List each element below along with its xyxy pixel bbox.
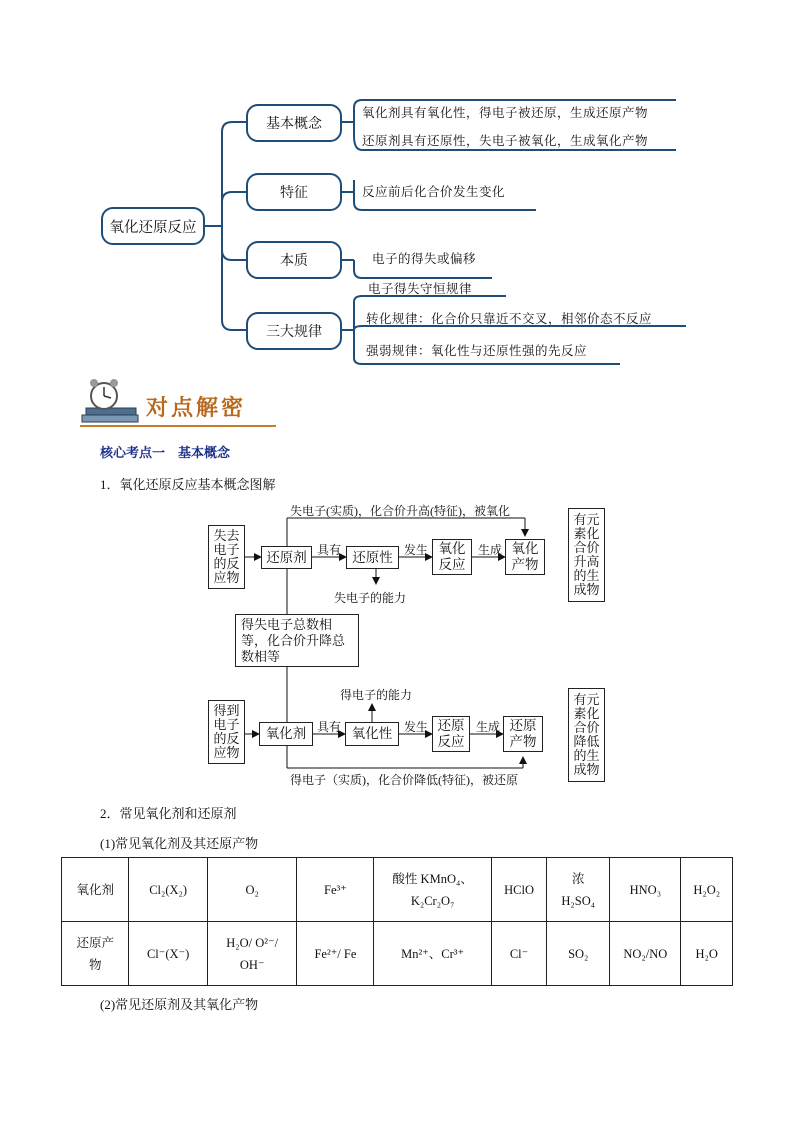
right-top-result-box: 有元素化合价升高的生成物 xyxy=(568,508,605,602)
table-cell: H₂O/ O²⁻/ OH⁻ xyxy=(207,922,297,986)
top-arrow-label: 失电子(实质)，化合价升高(特征)，被氧化 xyxy=(290,504,510,518)
lose-electron-reactant-box: 失去电子的反应物 xyxy=(208,525,245,589)
bottom-arrow-label: 得电子（实质)，化合价降低(特征)，被还原 xyxy=(290,773,518,787)
mindmap-leaf: 强弱规律：氧化性与还原性强的先反应 xyxy=(366,343,588,358)
table-cell: Fe²⁺/ Fe xyxy=(297,922,374,986)
oxidizer-box: 氧化剂 xyxy=(259,722,313,746)
sub2-title: (2)常见还原剂及其氧化产物 xyxy=(100,997,259,1012)
mindmap-leaf: 还原剂具有还原性，失电子被氧化，生成氧化产物 xyxy=(362,133,649,148)
oxidizing-property-box: 氧化性 xyxy=(345,722,399,746)
produce-label-1: 生成 xyxy=(478,543,503,557)
table-cell: H₂O xyxy=(681,922,733,986)
table-cell: Cl⁻(X⁻) xyxy=(129,922,207,986)
has-label-2: 具有 xyxy=(317,720,342,734)
mindmap-leaf: 反应前后化合价发生变化 xyxy=(362,184,506,199)
table-cell: O₂ xyxy=(207,858,297,922)
table-cell: 酸性 KMnO₄、 K₂Cr₂O₇ xyxy=(374,858,491,922)
mindmap-leaf: 电子的得失或偏移 xyxy=(372,251,477,266)
occur-label-1: 发生 xyxy=(404,543,429,557)
table-cell: 浓 H₂SO₄ xyxy=(547,858,610,922)
table-cell: Mn²⁺、Cr³⁺ xyxy=(374,922,491,986)
banner-title: 对点解密 xyxy=(146,396,247,421)
branch-three-rules: 三大规律 xyxy=(246,312,342,350)
mindmap-root: 氧化还原反应 xyxy=(101,207,205,245)
lose-ability-label: 失电子的能力 xyxy=(334,591,407,605)
table-cell: 氧化剂 xyxy=(62,858,129,922)
oxidizer-table xyxy=(61,857,733,986)
table-cell: NO₂/NO xyxy=(610,922,681,986)
produce-label-2: 生成 xyxy=(476,720,501,734)
table-cell: HClO xyxy=(491,858,546,922)
table-row xyxy=(62,858,733,922)
has-label-1: 具有 xyxy=(317,543,342,557)
reduction-reaction-box: 还原反应 xyxy=(432,716,470,752)
section-heading: 核心考点一 基本概念 xyxy=(100,446,231,461)
oxidation-reaction-box: 氧化反应 xyxy=(432,539,472,575)
table-row xyxy=(62,922,733,986)
reduction-product-box: 还原产物 xyxy=(503,716,543,752)
table-cell: HNO₃ xyxy=(610,858,681,922)
branch-feature: 特征 xyxy=(246,173,342,211)
mindmap-leaf: 电子得失守恒规律 xyxy=(368,281,473,296)
table-cell: Fe³⁺ xyxy=(297,858,374,922)
table-cell: Cl⁻ xyxy=(491,922,546,986)
reducing-property-box: 还原性 xyxy=(346,546,399,569)
oxidation-product-box: 氧化产物 xyxy=(505,539,545,575)
gain-ability-label: 得电子的能力 xyxy=(340,688,413,702)
table-cell: H₂O₂ xyxy=(681,858,733,922)
reducer-box: 还原剂 xyxy=(261,546,312,569)
mindmap-leaf: 氧化剂具有氧化性，得电子被还原，生成还原产物 xyxy=(362,105,649,120)
sub1-title: (1)常见氧化剂及其还原产物 xyxy=(100,836,259,851)
table-cell: Cl₂(X₂) xyxy=(129,858,207,922)
branch-essence: 本质 xyxy=(246,241,342,279)
table-cell: SO₂ xyxy=(547,922,610,986)
occur-label-2: 发生 xyxy=(404,720,429,734)
right-bottom-result-box: 有元素化合价降低的生成物 xyxy=(568,688,605,782)
item2-title: 2．常见氧化剂和还原剂 xyxy=(100,806,237,821)
item1-title: 1．氧化还原反应基本概念图解 xyxy=(100,477,276,492)
branch-basic-concept: 基本概念 xyxy=(246,104,342,142)
mindmap-leaf: 转化规律：化合价只靠近不交叉，相邻价态不反应 xyxy=(366,311,653,326)
conservation-center-box: 得失电子总数相等，化合价升降总数相等 xyxy=(235,614,359,667)
table-cell: 还原产 物 xyxy=(62,922,129,986)
gain-electron-reactant-box: 得到电子的反应物 xyxy=(208,700,245,764)
